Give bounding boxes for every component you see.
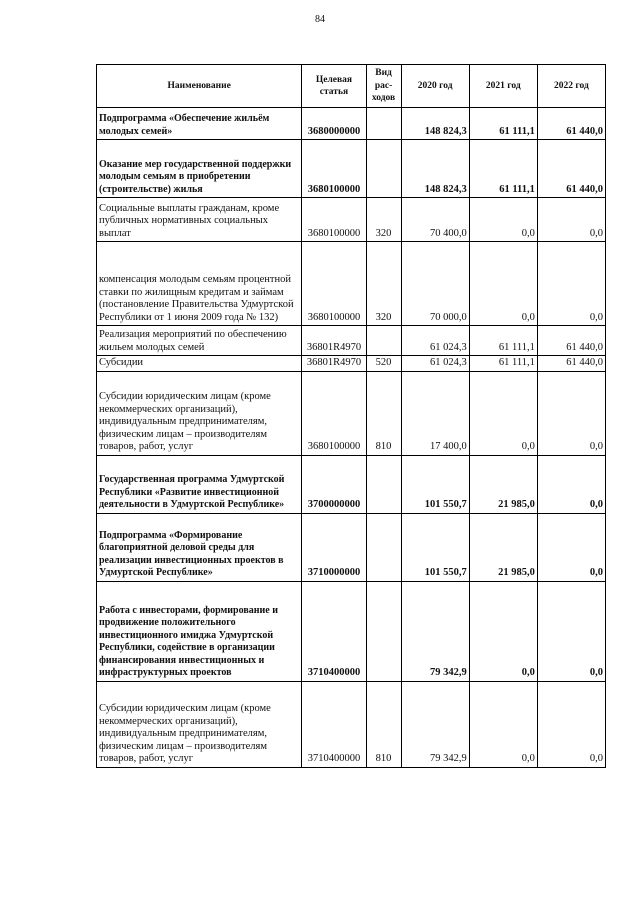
table-row (97, 681, 606, 767)
table-row (97, 242, 606, 326)
row-2022: 61 440,0 (537, 326, 605, 356)
row-kind: 520 (366, 356, 401, 372)
table-row (97, 356, 606, 372)
row-kind (366, 140, 401, 198)
table-header-row (97, 65, 606, 108)
row-code: 3680100000 (302, 371, 366, 455)
row-name: Субсидии (97, 356, 302, 372)
table-row (97, 198, 606, 242)
row-kind: 320 (366, 242, 401, 326)
row-code: 3680100000 (302, 198, 366, 242)
row-name: Подпрограмма «Формирование благоприятной деловой среды для реализации инвестиционных проектов в Удмуртской Республике» (97, 513, 302, 581)
row-kind (366, 455, 401, 513)
page-number: 84 (315, 14, 325, 25)
row-2021: 21 985,0 (469, 513, 537, 581)
row-2021: 61 111,1 (469, 108, 537, 140)
row-2022: 0,0 (537, 581, 605, 681)
row-2020: 61 024,3 (401, 356, 469, 372)
row-2021: 21 985,0 (469, 455, 537, 513)
row-2021: 61 111,1 (469, 140, 537, 198)
row-2022: 0,0 (537, 513, 605, 581)
row-kind: 810 (366, 681, 401, 767)
table-row (97, 326, 606, 356)
table-row (97, 140, 606, 198)
row-code: 3680000000 (302, 108, 366, 140)
row-2021: 0,0 (469, 198, 537, 242)
row-2022: 61 440,0 (537, 108, 605, 140)
table-row (97, 581, 606, 681)
row-2020: 101 550,7 (401, 513, 469, 581)
row-2021: 0,0 (469, 681, 537, 767)
row-2020: 17 400,0 (401, 371, 469, 455)
row-code: 3710000000 (302, 513, 366, 581)
table-body (97, 108, 606, 768)
row-kind (366, 326, 401, 356)
header-year-2022: 2022 год (537, 65, 605, 108)
row-2022: 61 440,0 (537, 140, 605, 198)
row-2022: 61 440,0 (537, 356, 605, 372)
table-row (97, 455, 606, 513)
table-row (97, 371, 606, 455)
row-2020: 79 342,9 (401, 581, 469, 681)
row-kind (366, 513, 401, 581)
row-2020: 101 550,7 (401, 455, 469, 513)
table-row (97, 513, 606, 581)
row-2020: 148 824,3 (401, 140, 469, 198)
header-year-2020: 2020 год (401, 65, 469, 108)
row-name: Подпрограмма «Обеспечение жильём молодых семей» (97, 108, 302, 140)
header-year-2021: 2021 год (469, 65, 537, 108)
budget-table (96, 64, 606, 768)
row-code: 3710400000 (302, 581, 366, 681)
row-2022: 0,0 (537, 242, 605, 326)
row-code: 3680100000 (302, 242, 366, 326)
row-2021: 0,0 (469, 242, 537, 326)
row-2022: 0,0 (537, 455, 605, 513)
row-code: 3680100000 (302, 140, 366, 198)
row-2022: 0,0 (537, 371, 605, 455)
header-expense-type: Вид рас-ходов (366, 65, 401, 108)
row-name: компенсация молодым семьям процентной ставки по жилищным кредитам и займам (постановление Правительства Удмуртской Республики от 1 июня 2009 года № 132) (97, 242, 302, 326)
row-code: 3700000000 (302, 455, 366, 513)
table-row (97, 108, 606, 140)
row-name: Субсидии юридическим лицам (кроме некоммерческих организаций), индивидуальным предпринимателям, физическим лицам – производителям товаров, работ, услуг (97, 681, 302, 767)
row-code: 3710400000 (302, 681, 366, 767)
row-2021: 61 111,1 (469, 326, 537, 356)
row-2021: 0,0 (469, 581, 537, 681)
row-kind: 320 (366, 198, 401, 242)
row-2021: 61 111,1 (469, 356, 537, 372)
header-name: Наименование (97, 65, 302, 108)
row-kind (366, 581, 401, 681)
row-name: Социальные выплаты гражданам, кроме публичных нормативных социальных выплат (97, 198, 302, 242)
row-kind (366, 108, 401, 140)
row-2020: 70 000,0 (401, 242, 469, 326)
row-name: Государственная программа Удмуртской Республики «Развитие инвестиционной деятельности в Удмуртской Республике» (97, 455, 302, 513)
row-name: Оказание мер государственной поддержки молодым семьям в приобретении (строительстве) жилья (97, 140, 302, 198)
row-name: Субсидии юридическим лицам (кроме некоммерческих организаций), индивидуальным предпринимателям, физическим лицам – производителям товаров, работ, услуг (97, 371, 302, 455)
row-kind: 810 (366, 371, 401, 455)
row-2022: 0,0 (537, 681, 605, 767)
row-code: 36801R4970 (302, 326, 366, 356)
row-name: Реализация мероприятий по обеспечению жильем молодых семей (97, 326, 302, 356)
row-2020: 79 342,9 (401, 681, 469, 767)
row-2022: 0,0 (537, 198, 605, 242)
row-2020: 70 400,0 (401, 198, 469, 242)
row-2020: 61 024,3 (401, 326, 469, 356)
row-code: 36801R4970 (302, 356, 366, 372)
header-target-article: Целевая статья (302, 65, 366, 108)
row-name: Работа с инвесторами, формирование и продвижение положительного инвестиционного имиджа Удмуртской Республики, содействие в организации финансирования инвестиционных и инфраструктурных проектов (97, 581, 302, 681)
row-2021: 0,0 (469, 371, 537, 455)
row-2020: 148 824,3 (401, 108, 469, 140)
